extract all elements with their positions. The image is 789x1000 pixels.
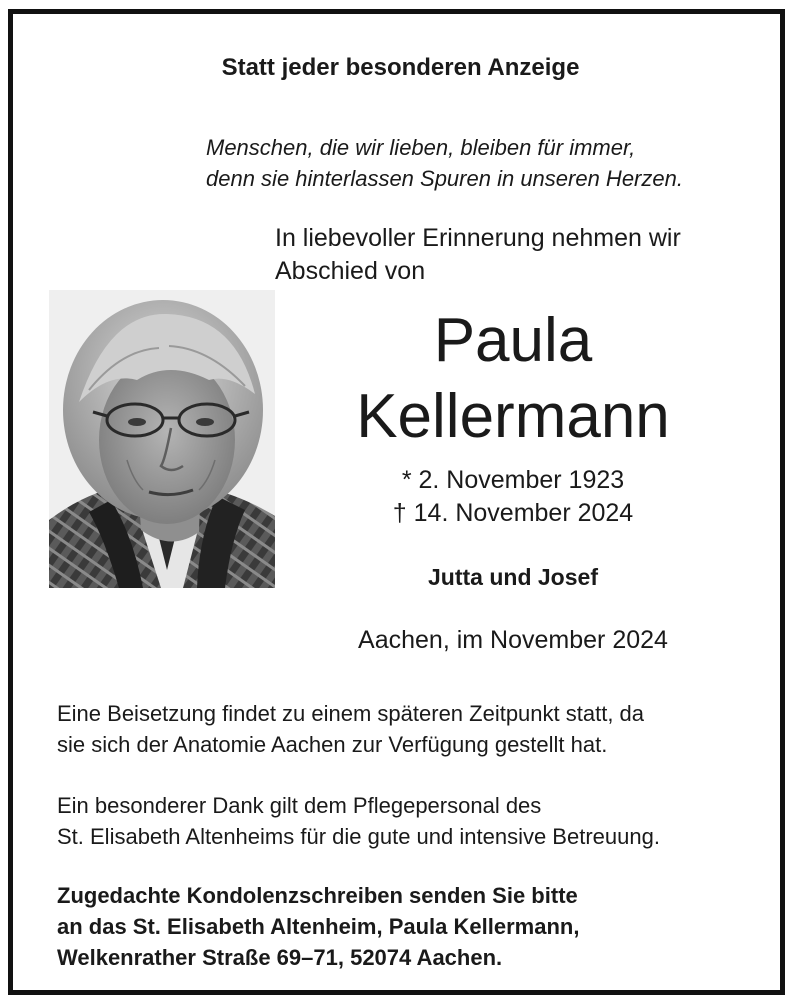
quote-line: Menschen, die wir lieben, bleiben für immer,: [206, 135, 636, 160]
condolence-address: [57, 880, 579, 973]
intro-line: In liebevoller Erinnerung nehmen wir: [275, 224, 681, 252]
condolence-line: an das St. Elisabeth Altenheim, Paula Kellermann,: [57, 914, 580, 939]
thanks-note: [57, 790, 660, 852]
burial-note-line: sie sich der Anatomie Aachen zur Verfügung gestellt hat.: [57, 732, 608, 757]
notice-header: Statt jeder besonderen Anzeige: [221, 54, 580, 81]
death-date: † 14. November 2024: [392, 499, 634, 527]
thanks-line: St. Elisabeth Altenheims für die gute und intensive Betreuung.: [57, 824, 660, 849]
thanks-line: Ein besonderer Dank gilt dem Pflegepersonal des: [57, 793, 542, 818]
quote-line: denn sie hinterlassen Spuren in unseren Herzen.: [206, 166, 683, 191]
place-date: Aachen, im November 2024: [358, 626, 668, 654]
life-dates: [313, 464, 713, 530]
signers: Jutta und Josef: [428, 564, 598, 590]
birth-date: * 2. November 1923: [401, 466, 625, 494]
farewell-intro: [275, 222, 681, 288]
condolence-line: Welkenrather Straße 69–71, 52074 Aachen.: [57, 945, 503, 970]
portrait-photo: [49, 290, 275, 588]
deceased-first-name: Paula: [433, 306, 593, 375]
condolence-line: Zugedachte Kondolenzschreiben senden Sie bitte: [57, 883, 578, 908]
obituary-notice: [8, 9, 785, 995]
memorial-quote: [206, 132, 683, 194]
portrait-image: [49, 290, 275, 588]
intro-line: Abschied von: [275, 257, 426, 285]
burial-note-line: Eine Beisetzung findet zu einem späteren Zeitpunkt statt, da: [57, 701, 645, 726]
deceased-last-name: Kellermann: [356, 382, 670, 451]
burial-note: [57, 698, 644, 760]
